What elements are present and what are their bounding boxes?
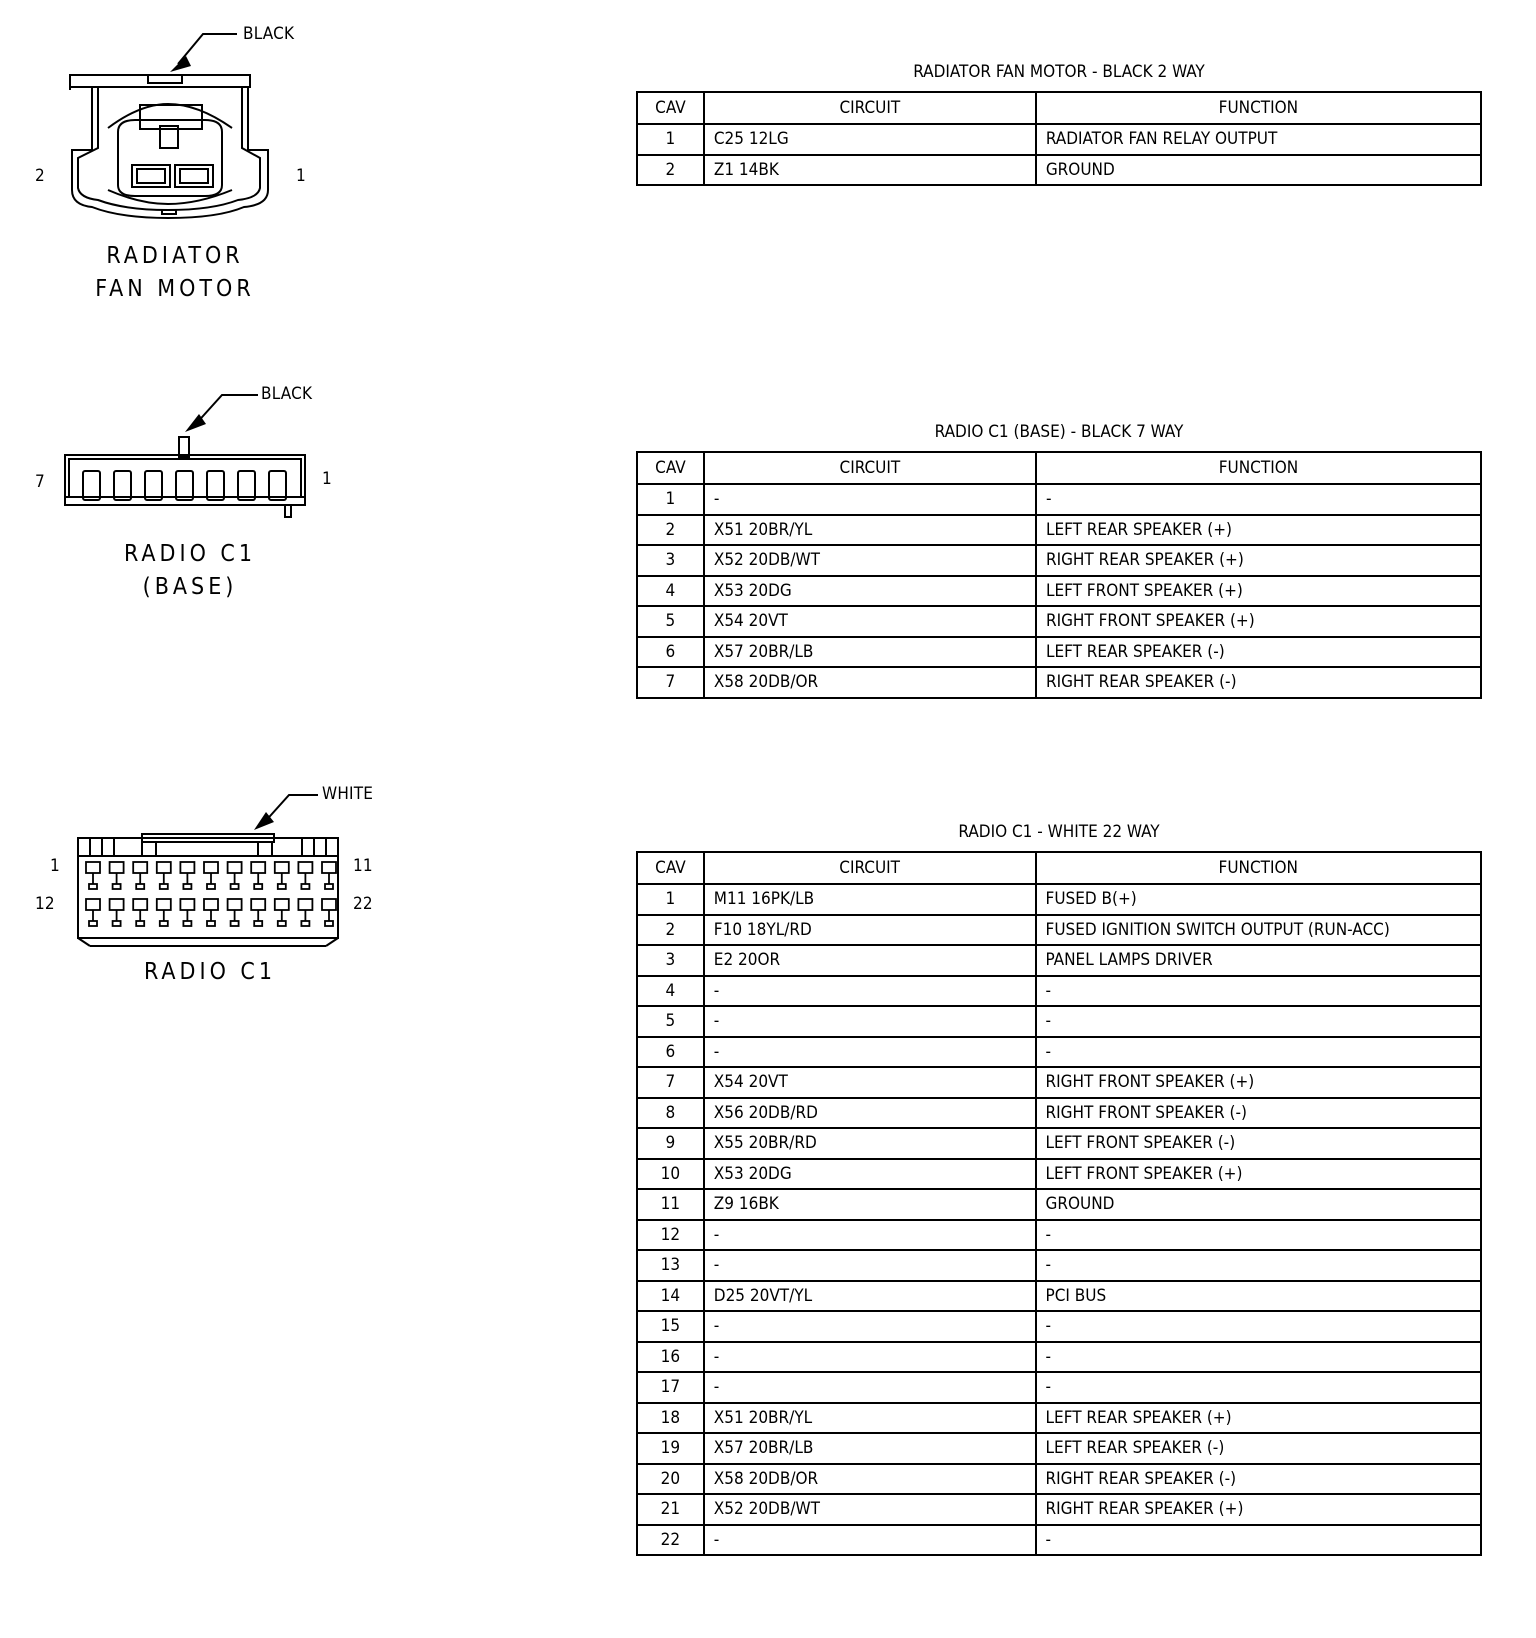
cell-circuit: X58 20DB/OR bbox=[704, 1464, 1036, 1495]
cell-function: FUSED B(+) bbox=[1036, 884, 1481, 915]
cell-circuit: C25 12LG bbox=[704, 124, 1036, 155]
table-row bbox=[637, 1220, 1481, 1251]
table-header-row bbox=[637, 852, 1481, 884]
cell-circuit: X53 20DG bbox=[704, 1159, 1036, 1190]
table-row bbox=[637, 945, 1481, 976]
terminal-cavity bbox=[204, 899, 218, 926]
cell-function: GROUND bbox=[1036, 1189, 1481, 1220]
header-function: FUNCTION bbox=[1036, 92, 1481, 124]
table-row bbox=[637, 1006, 1481, 1037]
cell-function: LEFT REAR SPEAKER (+) bbox=[1036, 515, 1481, 546]
table-row bbox=[637, 1159, 1481, 1190]
connector-radio-c1 bbox=[0, 770, 600, 1010]
table-body bbox=[637, 484, 1481, 698]
connector-radio-c1-base bbox=[0, 360, 600, 620]
connector-radiator-fan-motor bbox=[0, 0, 600, 320]
table-row bbox=[637, 1281, 1481, 1312]
connector-name-line-2: FAN MOTOR bbox=[95, 276, 255, 302]
cell-function: PANEL LAMPS DRIVER bbox=[1036, 945, 1481, 976]
terminal-cavity bbox=[157, 862, 171, 889]
cell-circuit: X54 20VT bbox=[704, 606, 1036, 637]
table-row bbox=[637, 576, 1481, 607]
cell-cav: 2 bbox=[637, 915, 704, 946]
cell-function: - bbox=[1036, 1311, 1481, 1342]
table-row bbox=[637, 606, 1481, 637]
table-row bbox=[637, 1525, 1481, 1556]
table-row bbox=[637, 1037, 1481, 1068]
connector-name-line-1: RADIO C1 bbox=[143, 959, 277, 985]
cell-cav: 14 bbox=[637, 1281, 704, 1312]
table-row bbox=[637, 1403, 1481, 1434]
cell-circuit: F10 18YL/RD bbox=[704, 915, 1036, 946]
cell-function: RIGHT FRONT SPEAKER (+) bbox=[1036, 1067, 1481, 1098]
cell-cav: 7 bbox=[637, 667, 704, 698]
cell-cav: 12 bbox=[637, 1220, 704, 1251]
table-row bbox=[637, 1067, 1481, 1098]
cell-cav: 5 bbox=[637, 606, 704, 637]
cell-circuit: X51 20BR/YL bbox=[704, 1403, 1036, 1434]
cell-function: RIGHT FRONT SPEAKER (-) bbox=[1036, 1098, 1481, 1129]
cell-function: LEFT REAR SPEAKER (-) bbox=[1036, 637, 1481, 668]
cell-function: RIGHT REAR SPEAKER (-) bbox=[1036, 1464, 1481, 1495]
cell-circuit: - bbox=[704, 1342, 1036, 1373]
connector-name bbox=[95, 956, 325, 989]
header-cav: CAV bbox=[637, 852, 704, 884]
cell-circuit: X51 20BR/YL bbox=[704, 515, 1036, 546]
cell-function: PCI BUS bbox=[1036, 1281, 1481, 1312]
table-row bbox=[637, 1342, 1481, 1373]
header-circuit: CIRCUIT bbox=[704, 92, 1036, 124]
cell-circuit: X58 20DB/OR bbox=[704, 667, 1036, 698]
pin-label-right: 1 bbox=[322, 469, 332, 489]
cell-cav: 13 bbox=[637, 1250, 704, 1281]
cell-cav: 18 bbox=[637, 1403, 704, 1434]
header-function: FUNCTION bbox=[1036, 452, 1481, 484]
table-row bbox=[637, 1311, 1481, 1342]
cell-circuit: X53 20DG bbox=[704, 576, 1036, 607]
table-title-radio-c1: RADIO C1 - WHITE 22 WAY bbox=[958, 822, 1160, 842]
cell-cav: 11 bbox=[637, 1189, 704, 1220]
cell-circuit: - bbox=[704, 484, 1036, 515]
color-label: BLACK bbox=[261, 384, 313, 404]
terminal-cavity bbox=[86, 862, 100, 889]
cell-function: - bbox=[1036, 976, 1481, 1007]
cell-circuit: - bbox=[704, 1525, 1036, 1556]
pin-label-right: 1 bbox=[296, 166, 306, 186]
cell-circuit: X56 20DB/RD bbox=[704, 1098, 1036, 1129]
table-row bbox=[637, 637, 1481, 668]
table-row bbox=[637, 915, 1481, 946]
terminal-cavity bbox=[110, 862, 124, 889]
cell-function: RIGHT REAR SPEAKER (-) bbox=[1036, 667, 1481, 698]
terminal-cavity bbox=[251, 899, 265, 926]
terminal-cavity bbox=[133, 862, 147, 889]
cell-function: LEFT FRONT SPEAKER (+) bbox=[1036, 1159, 1481, 1190]
cell-cav: 7 bbox=[637, 1067, 704, 1098]
cell-cav: 16 bbox=[637, 1342, 704, 1373]
cell-function: LEFT REAR SPEAKER (-) bbox=[1036, 1433, 1481, 1464]
table-title-radio-c1-base: RADIO C1 (BASE) - BLACK 7 WAY bbox=[934, 422, 1184, 442]
pin-label-bottom-left: 12 bbox=[35, 894, 55, 914]
table-row bbox=[637, 1464, 1481, 1495]
pin-label-left: 2 bbox=[35, 166, 45, 186]
cell-function: - bbox=[1036, 1525, 1481, 1556]
cell-cav: 3 bbox=[637, 945, 704, 976]
pinout-table-radiator-fan-motor bbox=[636, 91, 1482, 186]
cell-circuit: X52 20DB/WT bbox=[704, 545, 1036, 576]
connector-name bbox=[60, 240, 290, 306]
cell-cav: 22 bbox=[637, 1525, 704, 1556]
table-row bbox=[637, 884, 1481, 915]
table-row bbox=[637, 1098, 1481, 1129]
cell-circuit: E2 20OR bbox=[704, 945, 1036, 976]
cell-cav: 19 bbox=[637, 1433, 704, 1464]
cell-function: LEFT FRONT SPEAKER (+) bbox=[1036, 576, 1481, 607]
table-row bbox=[637, 155, 1481, 186]
pinout-table-radio-c1-base bbox=[636, 451, 1482, 699]
header-cav: CAV bbox=[637, 92, 704, 124]
cell-circuit: - bbox=[704, 1250, 1036, 1281]
cell-circuit: - bbox=[704, 1037, 1036, 1068]
header-function: FUNCTION bbox=[1036, 852, 1481, 884]
cell-function: RIGHT FRONT SPEAKER (+) bbox=[1036, 606, 1481, 637]
cell-circuit: M11 16PK/LB bbox=[704, 884, 1036, 915]
cell-circuit: X57 20BR/LB bbox=[704, 1433, 1036, 1464]
cell-cav: 20 bbox=[637, 1464, 704, 1495]
cell-circuit: - bbox=[704, 976, 1036, 1007]
cell-function: LEFT REAR SPEAKER (+) bbox=[1036, 1403, 1481, 1434]
table-title-radiator-fan-motor: RADIATOR FAN MOTOR - BLACK 2 WAY bbox=[913, 62, 1205, 82]
pin-label-top-left: 1 bbox=[50, 856, 60, 876]
header-circuit: CIRCUIT bbox=[704, 852, 1036, 884]
terminal-cavity bbox=[275, 899, 289, 926]
cell-circuit: X54 20VT bbox=[704, 1067, 1036, 1098]
terminal-cavity bbox=[228, 862, 242, 889]
cell-cav: 1 bbox=[637, 124, 704, 155]
terminal-cavity bbox=[110, 899, 124, 926]
table-row bbox=[637, 1250, 1481, 1281]
terminal-cavity bbox=[180, 862, 194, 889]
cell-function: RIGHT REAR SPEAKER (+) bbox=[1036, 545, 1481, 576]
cell-cav: 2 bbox=[637, 515, 704, 546]
cell-function: - bbox=[1036, 1342, 1481, 1373]
connector-name-line-2: (BASE) bbox=[142, 574, 238, 600]
cell-circuit: X52 20DB/WT bbox=[704, 1494, 1036, 1525]
terminal-cavity bbox=[322, 862, 336, 889]
table-row bbox=[637, 1494, 1481, 1525]
table-row bbox=[637, 1433, 1481, 1464]
cell-circuit: Z1 14BK bbox=[704, 155, 1036, 186]
cell-function: - bbox=[1036, 1006, 1481, 1037]
table-row bbox=[637, 1372, 1481, 1403]
cell-cav: 2 bbox=[637, 155, 704, 186]
cell-function: - bbox=[1036, 1037, 1481, 1068]
cell-circuit: - bbox=[704, 1220, 1036, 1251]
cell-cav: 17 bbox=[637, 1372, 704, 1403]
cell-circuit: - bbox=[704, 1372, 1036, 1403]
cell-cav: 10 bbox=[637, 1159, 704, 1190]
cell-cav: 21 bbox=[637, 1494, 704, 1525]
terminal-cavity bbox=[180, 899, 194, 926]
table-row bbox=[637, 484, 1481, 515]
cell-function: - bbox=[1036, 1220, 1481, 1251]
terminal-cavity bbox=[204, 862, 218, 889]
table-body bbox=[637, 884, 1481, 1555]
color-label: BLACK bbox=[243, 24, 295, 44]
cell-function: RADIATOR FAN RELAY OUTPUT bbox=[1036, 124, 1481, 155]
cell-function: RIGHT REAR SPEAKER (+) bbox=[1036, 1494, 1481, 1525]
cell-circuit: Z9 16BK bbox=[704, 1189, 1036, 1220]
table-row bbox=[637, 667, 1481, 698]
cell-cav: 4 bbox=[637, 976, 704, 1007]
table-row bbox=[637, 976, 1481, 1007]
cell-function: - bbox=[1036, 484, 1481, 515]
table-body bbox=[637, 124, 1481, 185]
color-label: WHITE bbox=[322, 784, 374, 804]
cell-cav: 5 bbox=[637, 1006, 704, 1037]
pin-label-bottom-right: 22 bbox=[353, 894, 373, 914]
table-header-row bbox=[637, 92, 1481, 124]
cell-function: - bbox=[1036, 1250, 1481, 1281]
cell-cav: 1 bbox=[637, 484, 704, 515]
cell-circuit: - bbox=[704, 1006, 1036, 1037]
pin-label-left: 7 bbox=[35, 472, 45, 492]
cell-cav: 8 bbox=[637, 1098, 704, 1129]
table-header-row bbox=[637, 452, 1481, 484]
table-row bbox=[637, 545, 1481, 576]
terminal-cavity bbox=[86, 899, 100, 926]
connector-name-line-1: RADIO C1 bbox=[123, 541, 257, 567]
cell-function: LEFT FRONT SPEAKER (-) bbox=[1036, 1128, 1481, 1159]
terminal-cavity bbox=[322, 899, 336, 926]
cell-cav: 6 bbox=[637, 1037, 704, 1068]
cell-circuit: D25 20VT/YL bbox=[704, 1281, 1036, 1312]
cell-cav: 6 bbox=[637, 637, 704, 668]
terminal-cavity bbox=[298, 862, 312, 889]
terminal-cavity bbox=[157, 899, 171, 926]
cell-cav: 9 bbox=[637, 1128, 704, 1159]
cell-circuit: X55 20BR/RD bbox=[704, 1128, 1036, 1159]
terminal-cavity bbox=[275, 862, 289, 889]
cell-function: - bbox=[1036, 1372, 1481, 1403]
header-circuit: CIRCUIT bbox=[704, 452, 1036, 484]
terminal-cavity bbox=[133, 899, 147, 926]
table-row bbox=[637, 1189, 1481, 1220]
cell-cav: 15 bbox=[637, 1311, 704, 1342]
connector-name bbox=[75, 538, 305, 604]
connector-name-line-1: RADIATOR bbox=[106, 243, 244, 269]
header-cav: CAV bbox=[637, 452, 704, 484]
table-row bbox=[637, 515, 1481, 546]
terminal-cavity bbox=[251, 862, 265, 889]
cell-circuit: - bbox=[704, 1311, 1036, 1342]
cell-cav: 4 bbox=[637, 576, 704, 607]
cell-cav: 1 bbox=[637, 884, 704, 915]
table-row bbox=[637, 124, 1481, 155]
terminal-cavity bbox=[228, 899, 242, 926]
pin-label-top-right: 11 bbox=[353, 856, 373, 876]
pinout-table-radio-c1 bbox=[636, 851, 1482, 1556]
cell-cav: 3 bbox=[637, 545, 704, 576]
table-row bbox=[637, 1128, 1481, 1159]
terminal-cavity bbox=[298, 899, 312, 926]
cell-function: FUSED IGNITION SWITCH OUTPUT (RUN-ACC) bbox=[1036, 915, 1481, 946]
cell-function: GROUND bbox=[1036, 155, 1481, 186]
cell-circuit: X57 20BR/LB bbox=[704, 637, 1036, 668]
